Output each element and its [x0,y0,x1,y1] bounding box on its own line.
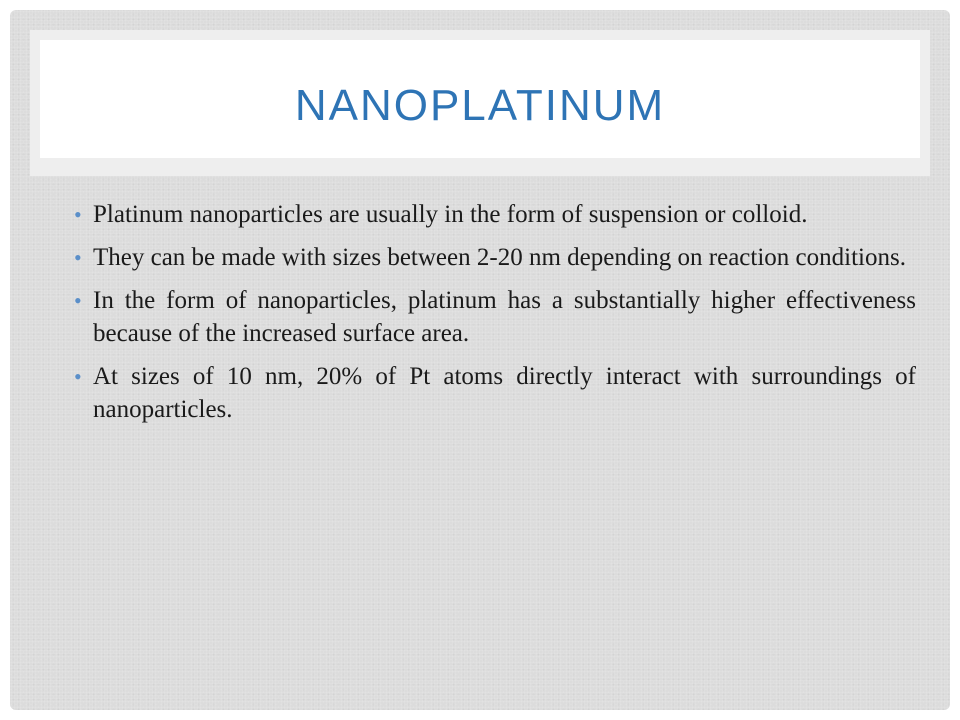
bullet-text: In the form of nanoparticles, platinum has a substantially higher effectiveness because of the increased surface area. [93,287,916,347]
bullet-text: They can be made with sizes between 2-20 nm depending on reaction conditions. [93,244,906,271]
bullet-icon: • [74,364,82,389]
slide-title: NANOPLATINUM [294,81,666,130]
bullet-item [74,360,916,426]
bullet-item [74,198,916,231]
title-panel [40,40,920,158]
bullet-icon: • [74,202,82,227]
slide [10,10,950,710]
bullet-icon: • [74,245,82,270]
bullet-text: At sizes of 10 nm, 20% of Pt atoms directly interact with surroundings of nanoparticles. [93,363,916,423]
title-frame [30,30,930,176]
bullet-icon: • [74,288,82,313]
bullet-item [74,284,916,350]
bullet-list [74,198,916,436]
bullet-text: Platinum nanoparticles are usually in the form of suspension or colloid. [93,201,808,228]
bullet-item [74,241,916,274]
